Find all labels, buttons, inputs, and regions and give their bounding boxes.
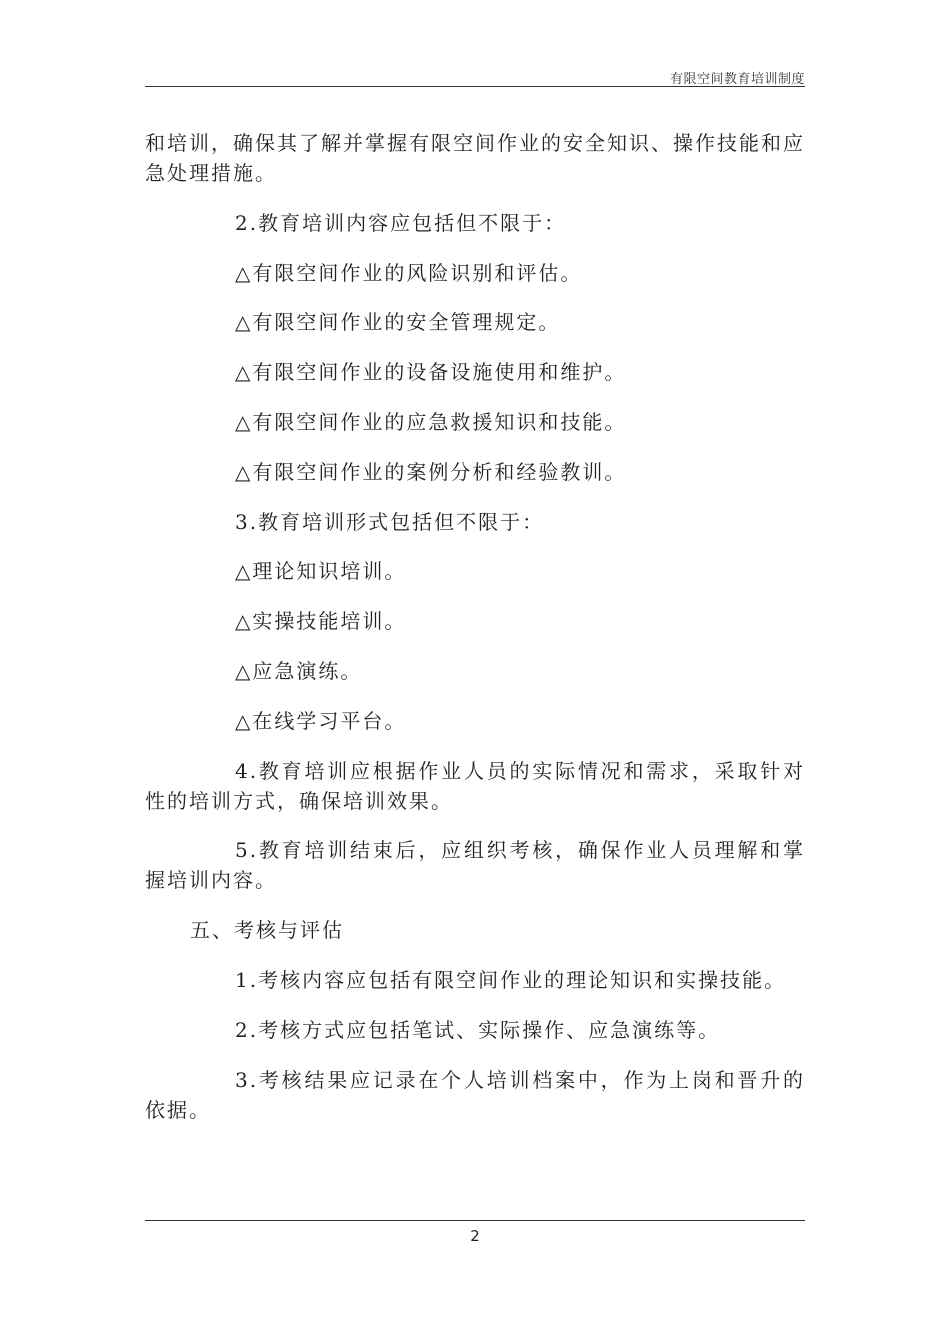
paragraph: 1.考核内容应包括有限空间作业的理论知识和实操技能。 [235, 967, 787, 992]
list-item: △实操技能培训。 [235, 609, 407, 634]
paragraph: 和培训，确保其了解并掌握有限空间作业的安全知识、操作技能和应急处理措施。 [145, 131, 805, 185]
list-item: △有限空间作业的设备设施使用和维护。 [235, 360, 627, 385]
paragraph: 5.教育培训结束后，应组织考核，确保作业人员理解和掌握培训内容。 [145, 838, 805, 893]
document-title: 有限空间教育培训制度 [669, 72, 805, 87]
list-heading: 3.教育培训形式包括但不限于： [235, 509, 545, 534]
list-item: △有限空间作业的应急救援知识和技能。 [235, 409, 627, 434]
paragraph: 3.考核结果应记录在个人培训档案中，作为上岗和晋升的依据。 [145, 1067, 805, 1122]
list-item: △应急演练。 [235, 658, 363, 683]
paragraph: 2.考核方式应包括笔试、实际操作、应急演练等。 [235, 1017, 721, 1042]
page-header [145, 62, 805, 87]
list-item: △理论知识培训。 [235, 559, 407, 584]
section-heading: 五、考核与评估 [190, 918, 344, 943]
list-item: △有限空间作业的安全管理规定。 [235, 310, 561, 335]
paragraph: 4.教育培训应根据作业人员的实际情况和需求，采取针对性的培训方式，确保培训效果。 [145, 758, 805, 813]
document-body [145, 128, 805, 1144]
list-item: △在线学习平台。 [235, 708, 407, 733]
list-item: △有限空间作业的案例分析和经验教训。 [235, 459, 627, 484]
footer-divider [145, 1220, 805, 1221]
list-heading: 2.教育培训内容应包括但不限于： [235, 210, 567, 235]
page-number: 2 [470, 1227, 480, 1245]
list-item: △有限空间作业的风险识别和评估。 [235, 260, 583, 285]
